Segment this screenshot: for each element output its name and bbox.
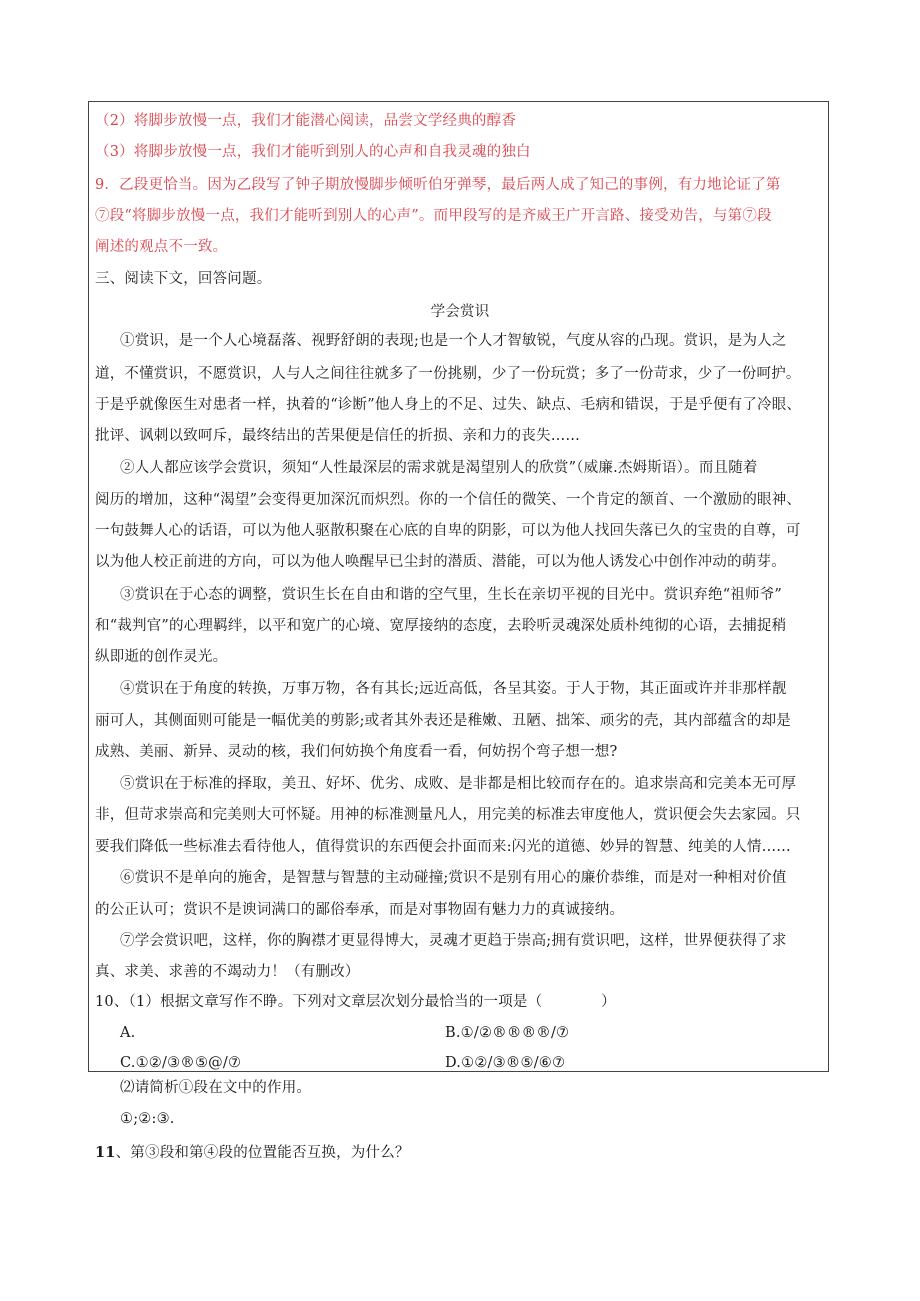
article-line: 非，但苛求崇高和完美则大可怀疑。用神的标准测量凡人，用完美的标准去审度他人，赏识便会失去家园。只 <box>95 807 801 823</box>
answer-2: （2）将脚步放慢一点，我们才能潜心阅读，品尝文学经典的醇香 <box>95 113 517 129</box>
answer-9-line-3: 阐述的观点不一致。 <box>95 239 228 255</box>
article-line: ②人人都应该学会赏识，须知“人性最深层的需求就是渴望别人的欣赏”（威廉.杰姆斯语）。而且随着 <box>120 460 758 476</box>
article-line: 要我们降低一些标准去看待他人，值得赏识的东西便会扑面而来:闪光的道德、妙异的智慧、纯美的人情…… <box>95 839 791 855</box>
article-line: ④赏识在于角度的转换，万事万物，各有其长;远近高低，各呈其姿。于人于物，其正面或许并非那样靓 <box>120 681 787 697</box>
article-line: 一句鼓舞人心的话语，可以为他人驱散积聚在心底的自卑的阴影，可以为他人找回失落已久的宝贵的自尊，可 <box>95 523 801 539</box>
option-d: D.①②/③®⑤/⑥⑦ <box>445 1055 566 1071</box>
article-line: ⑥赏识不是单向的施舍，是智慧与智慧的主动碰撞;赏识不是别有用心的廉价恭维，而是对一种相对价值 <box>120 870 787 886</box>
article-line: 于是乎就像医生对患者一样，执着的“诊断”他人身上的不足、过失、缺点、毛病和错误，于是乎便有了冷眼、 <box>95 397 802 413</box>
article-line: ①赏识，是一个人心境磊落、视野舒朗的表现;也是一个人才智敏锐，气度从容的凸现。赏识，是为人之 <box>120 333 787 349</box>
article-line: 成熟、美丽、新异、灵动的核，我们何妨换个角度看一看，何妨拐个弯子想一想? <box>95 744 618 760</box>
question-11-text: 、第③段和第④段的位置能否互换，为什么？ <box>115 1145 410 1161</box>
question-11 <box>95 1137 825 1169</box>
option-c: C.①②/③®⑤@/⑦ <box>120 1055 242 1071</box>
article-line: 阅历的增加，这种“渴望”会变得更加深沉而炽烈。你的一个信任的微笑、一个肯定的颔首、一个激励的眼神、 <box>95 492 802 508</box>
answer-3: （3）将脚步放慢一点，我们才能听到别人的心声和自我灵魂的独白 <box>95 144 531 160</box>
article-line: 丽可人，其侧面则可能是一幅优美的剪影;或者其外表还是稚嫩、丑陋、拙笨、顽劣的壳，其内部蕴含的却是 <box>95 713 791 729</box>
answer-9-line-1: 9．乙段更恰当。因为乙段写了钟子期放慢脚步倾听伯牙弹琴，最后两人成了知己的事例，有力地论证了第 <box>95 177 781 193</box>
option-a: A. <box>120 1025 136 1041</box>
article-line: 纵即逝的创作灵光。 <box>95 649 228 665</box>
article-line: 和“裁判官”的心理羁绊，以平和宽广的心境、宽厚接纳的态度，去聆听灵魂深处质朴纯彻的心语，去捕捉稍 <box>95 618 787 634</box>
answer-9-line-2: ⑦段“将脚步放慢一点，我们才能听到别人的心声”。而甲段写的是齐威王广开言路、接受劝告，与第⑦段 <box>95 208 772 224</box>
article-line: 批评、讽刺以致呵斥，最终结出的苦果便是信任的折损、亲和力的丧失…… <box>95 428 581 444</box>
article-line: ⑤赏识在于标准的择取，美丑、好坏、优劣、成败、是非都是相比较而存在的。追求崇高和完美本无可厚 <box>120 776 797 792</box>
section-heading: 三、阅读下文，回答问题。 <box>95 271 272 287</box>
article-title: 学会赏识 <box>430 304 490 320</box>
question-10-part-2-answer: ①;②:③. <box>120 1111 175 1127</box>
article-line: ⑦学会赏识吧，这样，你的胸襟才更显得博大，灵魂才更趋于崇高;拥有赏识吧，这样，世界便获得了求 <box>120 933 787 949</box>
option-b: B.①/②®®®®/⑦ <box>445 1025 570 1041</box>
question-11-number: 11 <box>95 1144 116 1161</box>
article-line: 以为他人校正前进的方向，可以为他人唤醒早已尘封的潜质、潜能，可以为他人诱发心中创作冲动的萌芽。 <box>95 554 786 570</box>
article-line: ③赏识在于心态的调整，赏识生长在自由和谐的空气里，生长在亲切平视的目光中。赏识弃绝“祖师爷” <box>120 587 783 603</box>
article-line: 道，不懂赏识，不愿赏识，人与人之间往往就多了一份挑剔，少了一份玩赏；多了一份苛求，少了一份呵护。 <box>95 366 801 382</box>
article-line: 真、求美、求善的不竭动力！（有删改） <box>95 964 360 980</box>
article-line: 的公正认可；赏识不是谀词满口的鄙俗奉承，而是对事物固有魅力力的真诚接纳。 <box>95 902 625 918</box>
question-10-stem: 10、（1）根据文章写作不睁。下列对文章层次划分最恰当的一项是（ ） <box>95 994 616 1010</box>
question-10-part-2: ⑵请简析①段在文中的作用。 <box>120 1080 312 1096</box>
